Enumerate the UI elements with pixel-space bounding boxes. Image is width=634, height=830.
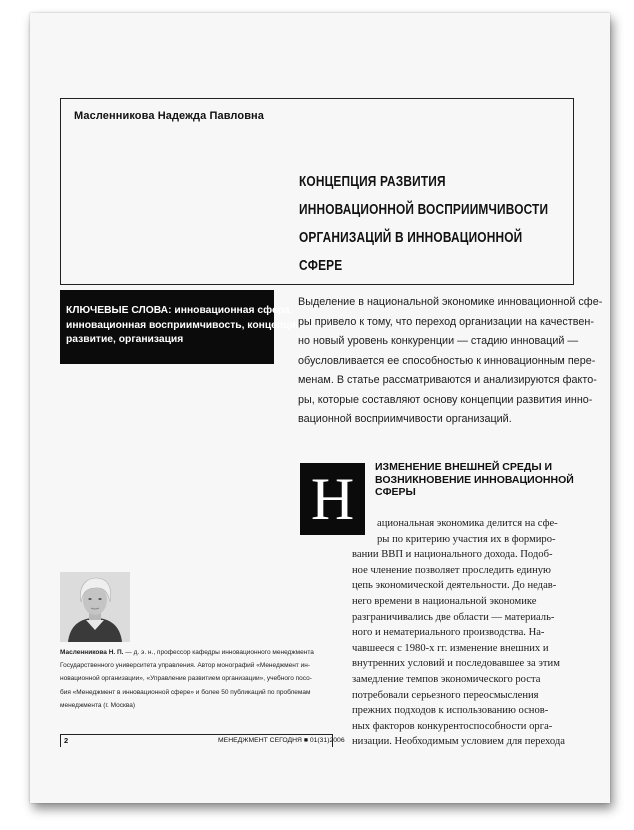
abstract-line: обусловливается ее способностью к инновационным пере- (298, 354, 596, 367)
body-line: потребовали серьезного переосмысления (352, 689, 539, 701)
body-line: внутренних условий и последовавшее за этим (352, 658, 560, 670)
author-name: Масленникова Надежда Павловна (74, 110, 265, 122)
keywords-line: развитие, организация (66, 334, 184, 345)
author-bio (60, 646, 340, 712)
journal-page (30, 13, 610, 803)
body-line: низации. Необходимым условием для перехода (352, 736, 565, 748)
journal-issue: МЕНЕДЖМЕНТ СЕГОДНЯ ■ 01(31)2006 (218, 737, 345, 744)
body-line: цепь экономической деятельности. До недав- (352, 580, 557, 592)
body-line: вании ВВП и национального дохода. Подоб- (352, 549, 553, 561)
section-heading-line: СФЕРЫ (375, 486, 416, 498)
keywords-box (60, 290, 305, 364)
page-number: 2 (64, 736, 69, 745)
body-line: ных факторов конкурентоспособности орга- (352, 720, 553, 732)
body-line: чавшееся с 1980-х гг. изменение внешних и (352, 642, 549, 654)
bio-line: бия «Менеджмент в инновационной сфере» и более 50 публикаций по проблемам (60, 688, 311, 696)
abstract-line: вационной восприимчивости организаций. (298, 413, 512, 425)
abstract-line: менам. В статье рассматриваются и анализируются факто- (298, 374, 597, 386)
bio-line: менеджмента (г. Москва) (60, 701, 135, 709)
footer-rule (60, 734, 333, 735)
body-line: ного и нематериального производства. На- (352, 627, 545, 639)
title-line: ОРГАНИЗАЦИЙ В ИННОВАЦИОННОЙ (299, 230, 523, 246)
section-heading-line: ВОЗНИКНОВЕНИЕ ИННОВАЦИОННОЙ (375, 473, 574, 486)
body-line: разграничивались две области — материаль- (352, 611, 555, 623)
body-line: ры по критерию участия их в формиро- (377, 533, 556, 545)
abstract-line: ры привело к тому, что переход организации на качествен- (298, 315, 594, 328)
dropcap-letter: Н (300, 463, 365, 535)
body-text (352, 516, 575, 750)
bio-line-first: — д. э. н., профессор кафедры инновационного менеджмента (123, 649, 314, 656)
body-line: замедление темпов экономического роста (352, 673, 541, 685)
section-heading (375, 461, 585, 499)
abstract-line: ры, которые составляют основу концепции развития инно- (298, 393, 593, 406)
article-header-box (60, 98, 574, 285)
abstract-line: Выделение в национальной экономике инновационной сфе- (298, 296, 603, 308)
bio-line: новационной организации», «Управление развитием организации», учебного посо- (60, 675, 312, 683)
body-line: него времени в национальной экономике (352, 595, 537, 607)
body-line: прежних подходов к использованию основ- (352, 705, 549, 717)
body-line: ное членение позволяет проследить единую (352, 564, 551, 576)
section-heading-line: ИЗМЕНЕНИЕ ВНЕШНЕЙ СРЕДЫ И (375, 461, 553, 473)
abstract-line: но новый уровень конкуренции — стадию инноваций — (298, 335, 579, 347)
title-line: ИННОВАЦИОННОЙ ВОСПРИИМЧИВОСТИ (299, 202, 549, 218)
body-line: ациональная экономика делится на сфе- (377, 518, 558, 529)
bio-line (60, 646, 340, 659)
keywords-line: КЛЮЧЕВЫЕ СЛОВА: инновационная сфера, (66, 305, 293, 316)
author-photo (60, 572, 130, 642)
bio-line: Государственного университета управления. Автор монографий «Менеджмент ин- (60, 662, 310, 670)
title-line: КОНЦЕПЦИЯ РАЗВИТИЯ (299, 174, 446, 190)
title-line: СФЕРЕ (299, 258, 343, 274)
keywords-line: инновационная восприимчивость, концепция, (66, 319, 305, 331)
footer-rule-left (60, 734, 61, 747)
abstract (298, 293, 603, 430)
article-title (299, 168, 549, 280)
bio-author-name: Масленникова Н. П. (60, 649, 124, 656)
